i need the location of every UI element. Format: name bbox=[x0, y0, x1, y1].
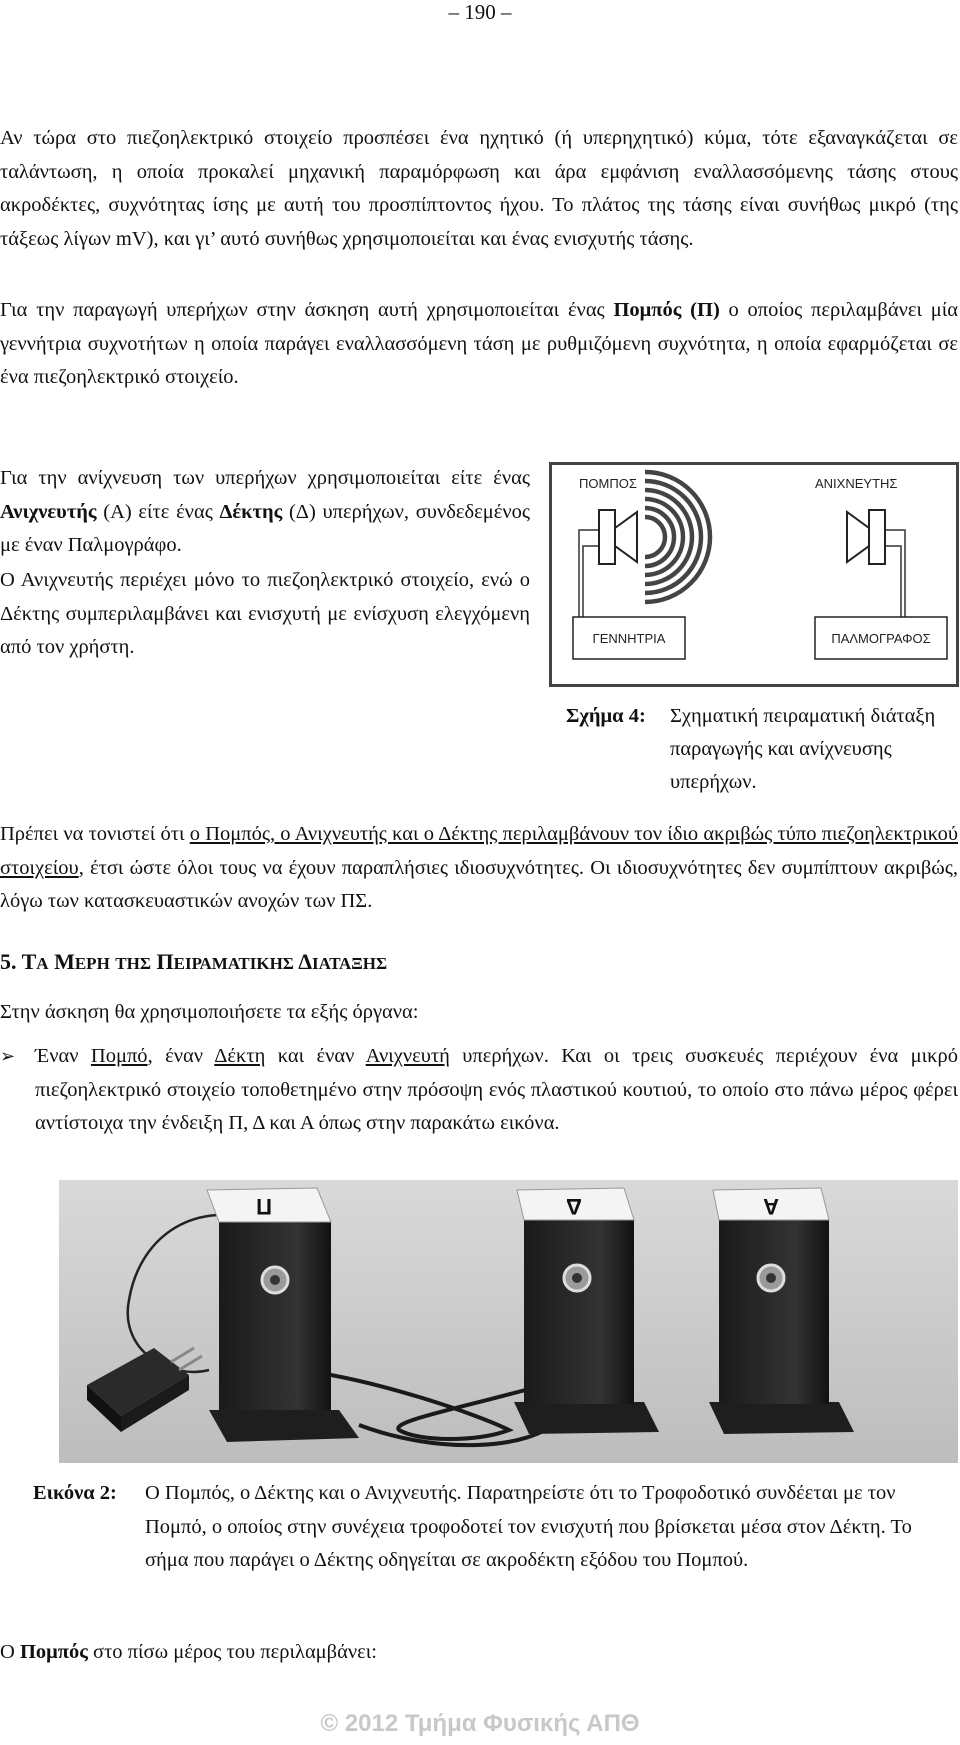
paragraph-same-element bbox=[0, 818, 958, 919]
paragraph-piezo-reception: Αν τώρα στο πιεζοηλεκτρικό στοιχείο προσπέσει ένα ηχητικό (ή υπερηχητικό) κύμα, τότε εξαναγκάζεται σε ταλάντωση, η οποία προκαλεί μηχανική παραμόρφωση και άρα εμφάνιση εναλλασσόμενης τάσης στους ακροδέκτες, συχνότητας ίσης με αυτή του προσπίπτοντος ήχου. Το πλάτος της τάσης είναι συνήθως μικρό (της τάξεως λίγων mV), και γι’ αυτό συνήθως χρησιμοποιείται και ένας ενισχυτής τάσης. bbox=[0, 127, 958, 250]
paragraph-transmitter-back bbox=[0, 1636, 958, 1670]
heading-letter: Μ bbox=[54, 949, 75, 974]
instrument-bullet bbox=[0, 1040, 958, 1141]
text-run: Ο bbox=[0, 1641, 20, 1663]
arrow-bullet-icon: ➢ bbox=[0, 1046, 16, 1067]
text-run: Πρέπει να τονιστεί ότι bbox=[0, 823, 190, 845]
figure-4-text: Σχηματική πειραματική διάταξη παραγωγής και ανίχνευσης υπερήχων. bbox=[670, 705, 936, 793]
text-run: και έναν bbox=[265, 1045, 366, 1067]
text-run: στο πίσω μέρος του περιλαμβάνει: bbox=[87, 1641, 377, 1663]
text-run: , έναν bbox=[147, 1045, 215, 1067]
heading-smallcaps: ΤΗΣ bbox=[115, 954, 151, 973]
heading-smallcaps: ΙΑΤΑΞΗΣ bbox=[312, 954, 388, 973]
underlined-term: Πομπό bbox=[90, 1045, 148, 1067]
underlined-statement: ο Πομπός, ο Ανιχνευτής και ο Δέκτης περιλαμβάνουν τον ίδιο ακριβώς τύπο πιεζοηλεκτρικού στοιχείου bbox=[0, 823, 958, 879]
figure-2-label: Εικόνα 2: bbox=[33, 1482, 117, 1504]
section-heading bbox=[0, 947, 387, 979]
text-run: Για την παραγωγή υπερήχων στην άσκηση αυτή χρησιμοποιείται ένας bbox=[0, 299, 614, 321]
figure-4-caption bbox=[566, 700, 956, 799]
heading-smallcaps: ΕΙΡΑΜΑΤΙΚΗΣ bbox=[173, 954, 294, 973]
text-run: (Δ) υπερήχων, συνδεδεμένος με έναν Παλμογράφο. bbox=[0, 500, 530, 556]
bold-term-transmitter: Πομπός bbox=[19, 1641, 88, 1663]
paragraph-instruments-intro: Στην άσκηση θα χρησιμοποιήσετε τα εξής όργανα: bbox=[0, 1001, 419, 1023]
paragraph-detector-vs-receiver: Ο Ανιχνευτής περιέχει μόνο το πιεζοηλεκτρικό στοιχείο, ενώ ο Δέκτης συμπεριλαμβάνει και ενισχυτή με ενίσχυση ελεγχόμενη από τον χρήστη. bbox=[0, 569, 530, 658]
bold-term-detector: Ανιχνευτής bbox=[0, 500, 97, 523]
diagram-label-oscilloscope: ΠΑΛΜΟΓΡΑΦΟΣ bbox=[831, 631, 931, 646]
page-number: – 190 – bbox=[448, 0, 512, 24]
figure-4-label: Σχήμα 4: bbox=[566, 705, 646, 727]
text-run: ο οποίος περιλαμβάνει μία γεννήτρια συχνοτήτων η οποία παράγει εναλλασσόμενη τάση με ρυθμιζόμενη συχνότητα, η οποία εφαρμόζεται σε ένα πιεζοηλεκτρικό στοιχείο. bbox=[0, 299, 959, 388]
devices-photo bbox=[59, 1180, 958, 1463]
heading-letter: Δ bbox=[298, 949, 313, 974]
text-run: υπερήχων. Και οι τρεις συσκευές περιέχουν ένα μικρό πιεζοηλεκτρικό στοιχείο τοποθετημένο στην πρόσοψη ενός πλαστικού κουτιού, το οποίο στο πάνω μέρος φέρει αντίστοιχα την ένδειξη Π, Δ και Α όπως στην παρακάτω εικόνα. bbox=[35, 1045, 958, 1134]
text-run: (Α) είτε ένας bbox=[96, 500, 220, 523]
detector-symbol: A bbox=[763, 1194, 779, 1219]
heading-smallcaps: ΕΡΗ bbox=[74, 954, 110, 973]
diagram-label-detector: ΑΝΙΧΝΕΥΤΗΣ bbox=[815, 476, 898, 491]
bullet-text bbox=[35, 1040, 958, 1141]
diagram-label-generator: ΓΕΝΝΗΤΡΙΑ bbox=[592, 631, 666, 646]
underlined-term: Δέκτη bbox=[214, 1045, 266, 1067]
underlined-term: Ανιχνευτή bbox=[365, 1045, 450, 1067]
bold-term-receiver: Δέκτης bbox=[219, 500, 283, 523]
figure-2-text: Ο Πομπός, ο Δέκτης και ο Ανιχνευτής. Παρατηρείστε ότι το Τροφοδοτικό συνδέεται με τον Πομπό, ο οποίος στην συνέχεια τροφοδοτεί τον ενισχυτή που βρίσκεται μέσα στον Δέκτη. Το σήμα που παράγει ο Δέκτης οδηγείται σε ακροδέκτη εξόδου του Πομπού. bbox=[145, 1482, 912, 1571]
transmitter-symbol: Π bbox=[256, 1194, 272, 1219]
heading-letter: Π bbox=[156, 949, 174, 974]
figure-2-caption bbox=[33, 1477, 958, 1578]
schematic-diagram bbox=[549, 462, 959, 687]
text-run: Έναν bbox=[35, 1045, 91, 1067]
diagram-label-transmitter: ΠΟΜΠΟΣ bbox=[579, 476, 637, 491]
heading-letter: Τ bbox=[21, 949, 37, 974]
copyright-footer: © 2012 Τμήμα Φυσικής ΑΠΘ bbox=[320, 1710, 640, 1737]
paragraph-transmitter bbox=[0, 294, 958, 395]
text-run: , έτσι ώστε όλοι τους να έχουν παραπλήσιες ιδιοσυχνότητες. Οι ιδιοσυχνότητες δεν συμπίπτουν ακριβώς, λόγω των κατασκευαστικών ανοχών των ΠΣ. bbox=[0, 856, 958, 912]
text-run: Για την ανίχνευση των υπερήχων χρησιμοποιείται είτε ένας bbox=[0, 467, 530, 489]
paragraph-detection bbox=[0, 462, 530, 563]
section-number: 5. bbox=[0, 949, 17, 974]
receiver-symbol: Δ bbox=[566, 1194, 582, 1219]
heading-smallcaps: Α bbox=[36, 954, 49, 973]
bold-term-transmitter: Πομπός (Π) bbox=[613, 299, 720, 321]
